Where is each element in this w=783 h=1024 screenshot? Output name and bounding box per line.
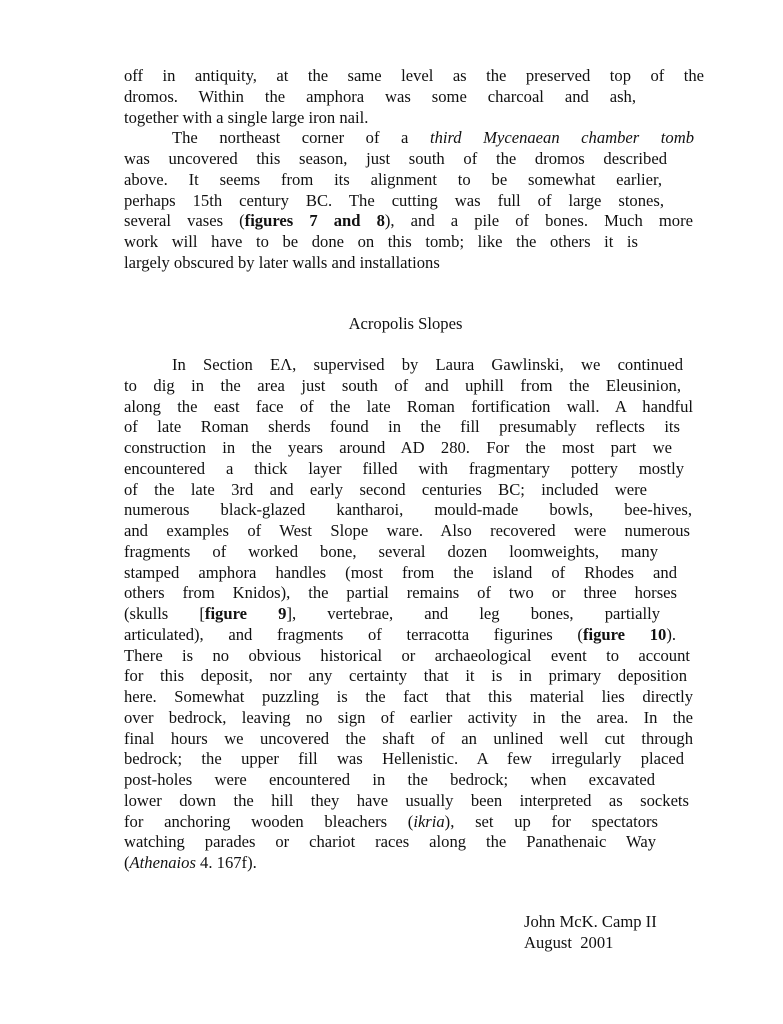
text-line: above. It seems from its alignment to be somewhat earlier, <box>124 169 662 189</box>
text-line: bedrock; the upper fill was Hellenistic. A few irregularly placed <box>124 749 684 769</box>
text-line: of late Roman sherds found in the fill presumably reflects its <box>124 417 680 437</box>
figure-reference: figures 7 and 8 <box>244 211 385 231</box>
figure-reference: figure 10 <box>582 624 667 644</box>
text-line: here. Somewhat puzzling is the fact that this material lies directly <box>124 687 693 706</box>
text-fragment: several vases ( <box>124 211 245 231</box>
text-line: encountered a thick layer filled with fragmentary pottery mostly <box>124 458 684 478</box>
text-fragment: ), and a pile of bones. Much more <box>384 211 693 231</box>
text-line: for this deposit, nor any certainty that it is in primary deposition <box>124 666 687 686</box>
text-fragment: ( <box>124 853 130 872</box>
figure-reference: figure 9 <box>204 604 287 623</box>
document-page-top <box>124 66 704 274</box>
text-line: There is no obvious historical or archaeological event to account <box>124 645 690 665</box>
text-line: largely obscured by later walls and installations <box>124 252 440 272</box>
citation-author: Athenaios <box>129 853 196 872</box>
text-fragment: ). <box>666 624 676 644</box>
text-fragment: (skulls [ <box>124 604 205 623</box>
greek-term: ikria <box>413 811 445 831</box>
author-name: John McK. Camp II <box>524 912 657 931</box>
text-line: post-holes were encountered in the bedrock; when excavated <box>124 770 655 789</box>
document-page-body <box>124 355 693 874</box>
text-fragment: articulated), and fragments of terracotta figurines ( <box>124 624 583 644</box>
signature-block <box>524 912 657 953</box>
text-line: and examples of West Slope ware. Also recovered were numerous <box>124 521 690 540</box>
text-fragment: The northeast corner of a <box>172 128 430 148</box>
text-line <box>124 211 693 232</box>
text-line <box>124 128 694 149</box>
text-line: off in antiquity, at the same level as the preserved top of the <box>124 66 704 85</box>
text-line: final hours we uncovered the shaft of an unlined well cut through <box>124 728 693 748</box>
text-line: along the east face of the late Roman fortification wall. A handful <box>124 396 693 416</box>
text-line: fragments of worked bone, several dozen loomweights, many <box>124 541 658 561</box>
text-line: together with a single large iron nail. <box>124 107 369 127</box>
text-line: of the late 3rd and early second centuries BC; included were <box>124 479 647 499</box>
text-line: work will have to be done on this tomb; like the others it is <box>124 232 638 251</box>
text-line: numerous black-glazed kantharoi, mould-made bowls, bee-hives, <box>124 500 692 520</box>
text-line <box>124 812 658 833</box>
text-line: In Section ΕΛ, supervised by Laura Gawlinski, we continued <box>172 355 683 374</box>
text-fragment: ), set up for spectators <box>444 811 658 831</box>
text-fragment: ], vertebrae, and leg bones, partially <box>286 604 660 623</box>
text-fragment: for anchoring wooden bleachers ( <box>124 811 414 831</box>
text-line: others from Knidos), the partial remains of two or three horses <box>124 583 677 603</box>
report-date: August 2001 <box>524 932 614 952</box>
text-line: over bedrock, leaving no sign of earlier activity in the area. In the <box>124 707 693 727</box>
tomb-term: third Mycenaean chamber tomb <box>429 128 694 148</box>
text-line: construction in the years around AD 280. For the most part we <box>124 438 672 457</box>
text-line <box>124 853 693 874</box>
text-line <box>124 604 660 625</box>
text-fragment: 4. 167f). <box>195 853 257 872</box>
text-line: lower down the hill they have usually been interpreted as sockets <box>124 790 689 810</box>
text-line <box>124 625 676 646</box>
text-line: to dig in the area just south of and uphill from the Eleusinion, <box>124 375 681 395</box>
text-line: stamped amphora handles (most from the island of Rhodes and <box>124 562 677 582</box>
text-line: perhaps 15th century BC. The cutting was full of large stones, <box>124 190 664 210</box>
section-heading: Acropolis Slopes <box>348 314 463 333</box>
text-line: dromos. Within the amphora was some charcoal and ash, <box>124 86 636 106</box>
text-line: was uncovered this season, just south of the dromos described <box>124 149 667 168</box>
text-line: watching parades or chariot races along the Panathenaic Way <box>124 832 656 852</box>
